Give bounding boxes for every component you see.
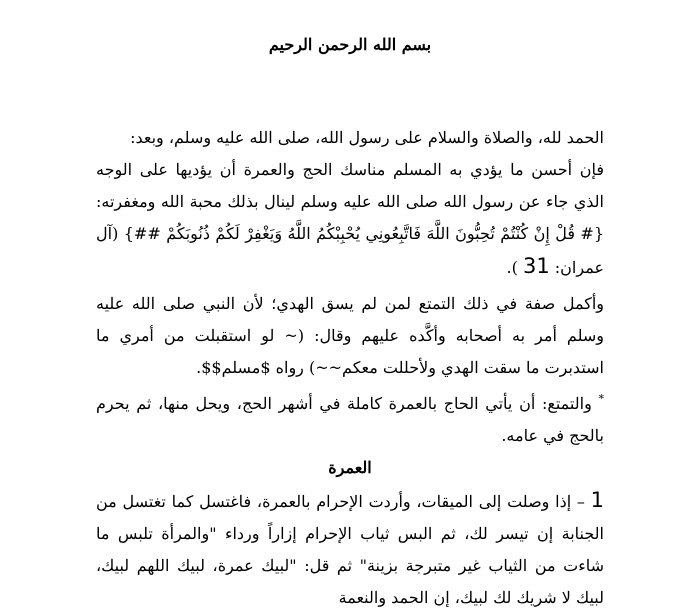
note-text: والتمتع: أن يأتي الحاج بالعمرة كاملة في أشهر الحج، ويحل منها، ثم يحرم بالحج في عامه. — [96, 394, 604, 445]
document-page — [96, 30, 604, 614]
list-item-1-number: 1 — [590, 488, 604, 512]
paragraph-1 — [96, 154, 604, 284]
intro-paragraph: الحمد لله، والصلاة والسلام على رسول الله، صلى الله عليه وسلم، وبعد: — [130, 128, 604, 147]
list-item-1-text: – إذا وصلت إلى الميقات، وأردت الإحرام بالعمرة، فاغتسل كما تغتسل من الجنابة إن تيسر لك، ثم البس ثياب الإحرام إزاراً ورداء "والمرأة تلبس ما شاءت من الثياب غير متبرجة بزينة" ثم قل: "لبيك عمرة، لبيك اللهم لبيك، لبيك لا شريك لك لبيك، إن الحمد والنعمة — [96, 492, 604, 607]
document-title: بسم الله الرحمن الرحيم — [268, 35, 432, 54]
note-star: * — [598, 392, 604, 406]
section-heading-umrah: العمرة — [328, 458, 372, 477]
verse-reference-number: 31 — [522, 254, 550, 278]
tamattu-note — [96, 388, 604, 452]
paragraph-2: وأكمل صفة في ذلك التمتع لمن لم يسق الهدي؛ لأن النبي صلى الله عليه وسلم أمر به أصحابه وأكَّده عليهم وقال: (~ لو استقبلت من أمري ما استدبرت ما سقت الهدي ولأحللت معكم~~) رواه $مسلم$$. — [96, 294, 604, 377]
verse-reference-prefix: ##} (آل عمران: — [96, 224, 604, 277]
list-item-1 — [96, 484, 604, 614]
quran-verse: قُلْ إِنْ كُنْتُمْ تُحِبُّونَ اللَّهَ فَاتَّبِعُونِي يُحْبِبْكُمُ اللَّهُ وَيَغْفِرْ لَكُمْ ذُنُوبَكُمْ — [166, 224, 575, 243]
paragraph-1-text: فإن أحسن ما يؤدي به المسلم مناسك الحج والعمرة أن يؤديها على الوجه الذي جاء عن رسول الله صلى الله عليه وسلم لينال بذلك محبة الله ومغفرته: {# — [96, 160, 605, 243]
verse-reference-suffix: ). — [506, 258, 518, 277]
